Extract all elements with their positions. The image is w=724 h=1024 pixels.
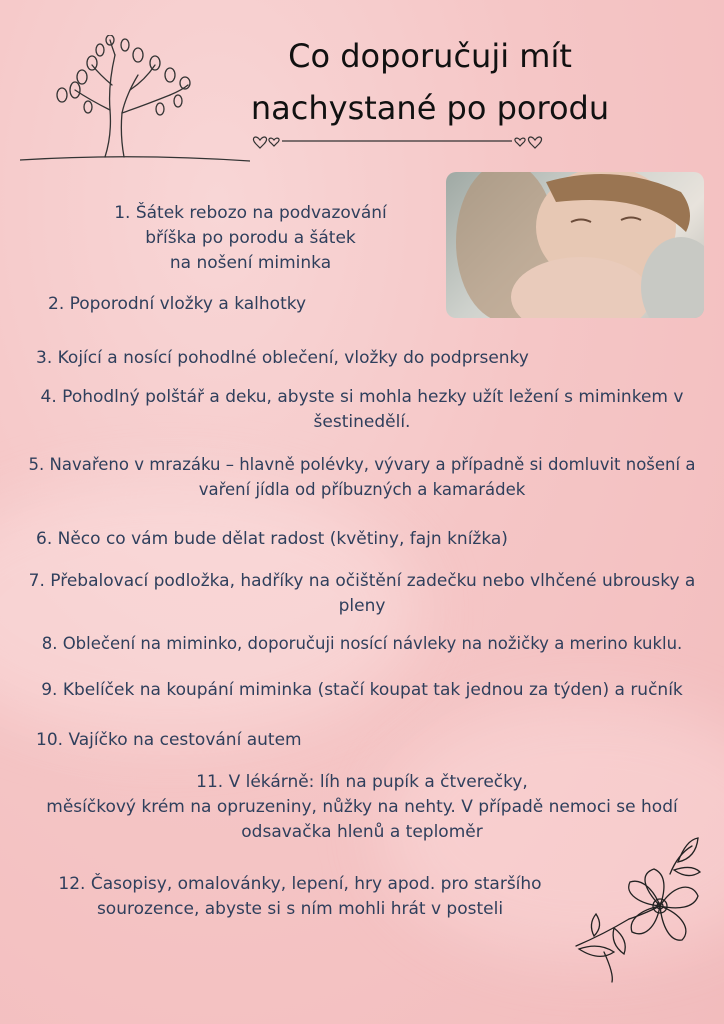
title-line: nachystané po porodu [250, 89, 610, 127]
heart-divider-icon [250, 128, 550, 152]
list-item [4, 678, 720, 703]
list-item [88, 201, 413, 276]
list-item-line: 1. Šátek rebozo na podvazování [114, 203, 387, 223]
list-item-line: měsíčkový krém na opruzeniny, nůžky na nehty. V případě nemoci se hodí [46, 797, 678, 817]
list-item-line: 2. Poporodní vložky a kalhotky [48, 294, 307, 314]
list-item-line: vaření jídla od příbuzných a kamarádek [198, 480, 526, 499]
mother-baby-photo [446, 172, 704, 318]
list-item-line: sourozence, abyste si s ním mohli hrát v posteli [96, 899, 504, 919]
list-item [0, 452, 724, 502]
list-item-line: 9. Kbelíček na koupání miminka (stačí koupat tak jednou za týden) a ručník [41, 680, 683, 700]
list-item [20, 872, 580, 922]
list-item-line: 4. Pohodlný polštář a deku, abyste si mohla hezky užít ležení s miminkem v [40, 387, 684, 407]
tree-icon [20, 35, 250, 165]
list-item-line: 3. Kojící a nosící pohodlné oblečení, vložky do podprsenky [36, 348, 529, 368]
list-item [36, 527, 508, 552]
list-item-line: 5. Navařeno v mrazáku – hlavně polévky, vývary a případně si domluvit nošení a [28, 455, 696, 474]
list-item [4, 631, 720, 656]
title-line: Co doporučuji mít [288, 37, 572, 75]
list-item [48, 292, 306, 317]
list-item-line: šestinedělí. [313, 412, 411, 432]
list-item [12, 385, 712, 435]
list-item-line: pleny [338, 596, 386, 616]
list-item [36, 728, 302, 753]
page-title [230, 30, 630, 134]
list-item [36, 346, 529, 371]
photo-illustration [446, 172, 704, 318]
flower-icon [574, 834, 714, 984]
list-item-line: 12. Časopisy, omalovánky, lepení, hry apod. pro staršího [58, 874, 542, 894]
list-item-line: 10. Vajíčko na cestování autem [36, 730, 302, 750]
list-item-line: 7. Přebalovací podložka, hadříky na očištění zadečku nebo vlhčené ubrousky a [28, 571, 696, 591]
list-item-line: 6. Něco co vám bude dělat radost (květiny, fajn knížka) [36, 529, 508, 549]
list-item-line: bříška po porodu a šátek [145, 228, 356, 248]
list-item-line: 8. Oblečení na miminko, doporučuji nosící návleky na nožičky a merino kuklu. [41, 634, 683, 653]
list-item-line: 11. V lékárně: líh na pupík a čtverečky, [196, 772, 528, 792]
list-item-line: odsavačka hlenů a teploměr [241, 822, 483, 842]
list-item [6, 569, 718, 619]
list-item-line: na nošení miminka [169, 253, 332, 273]
